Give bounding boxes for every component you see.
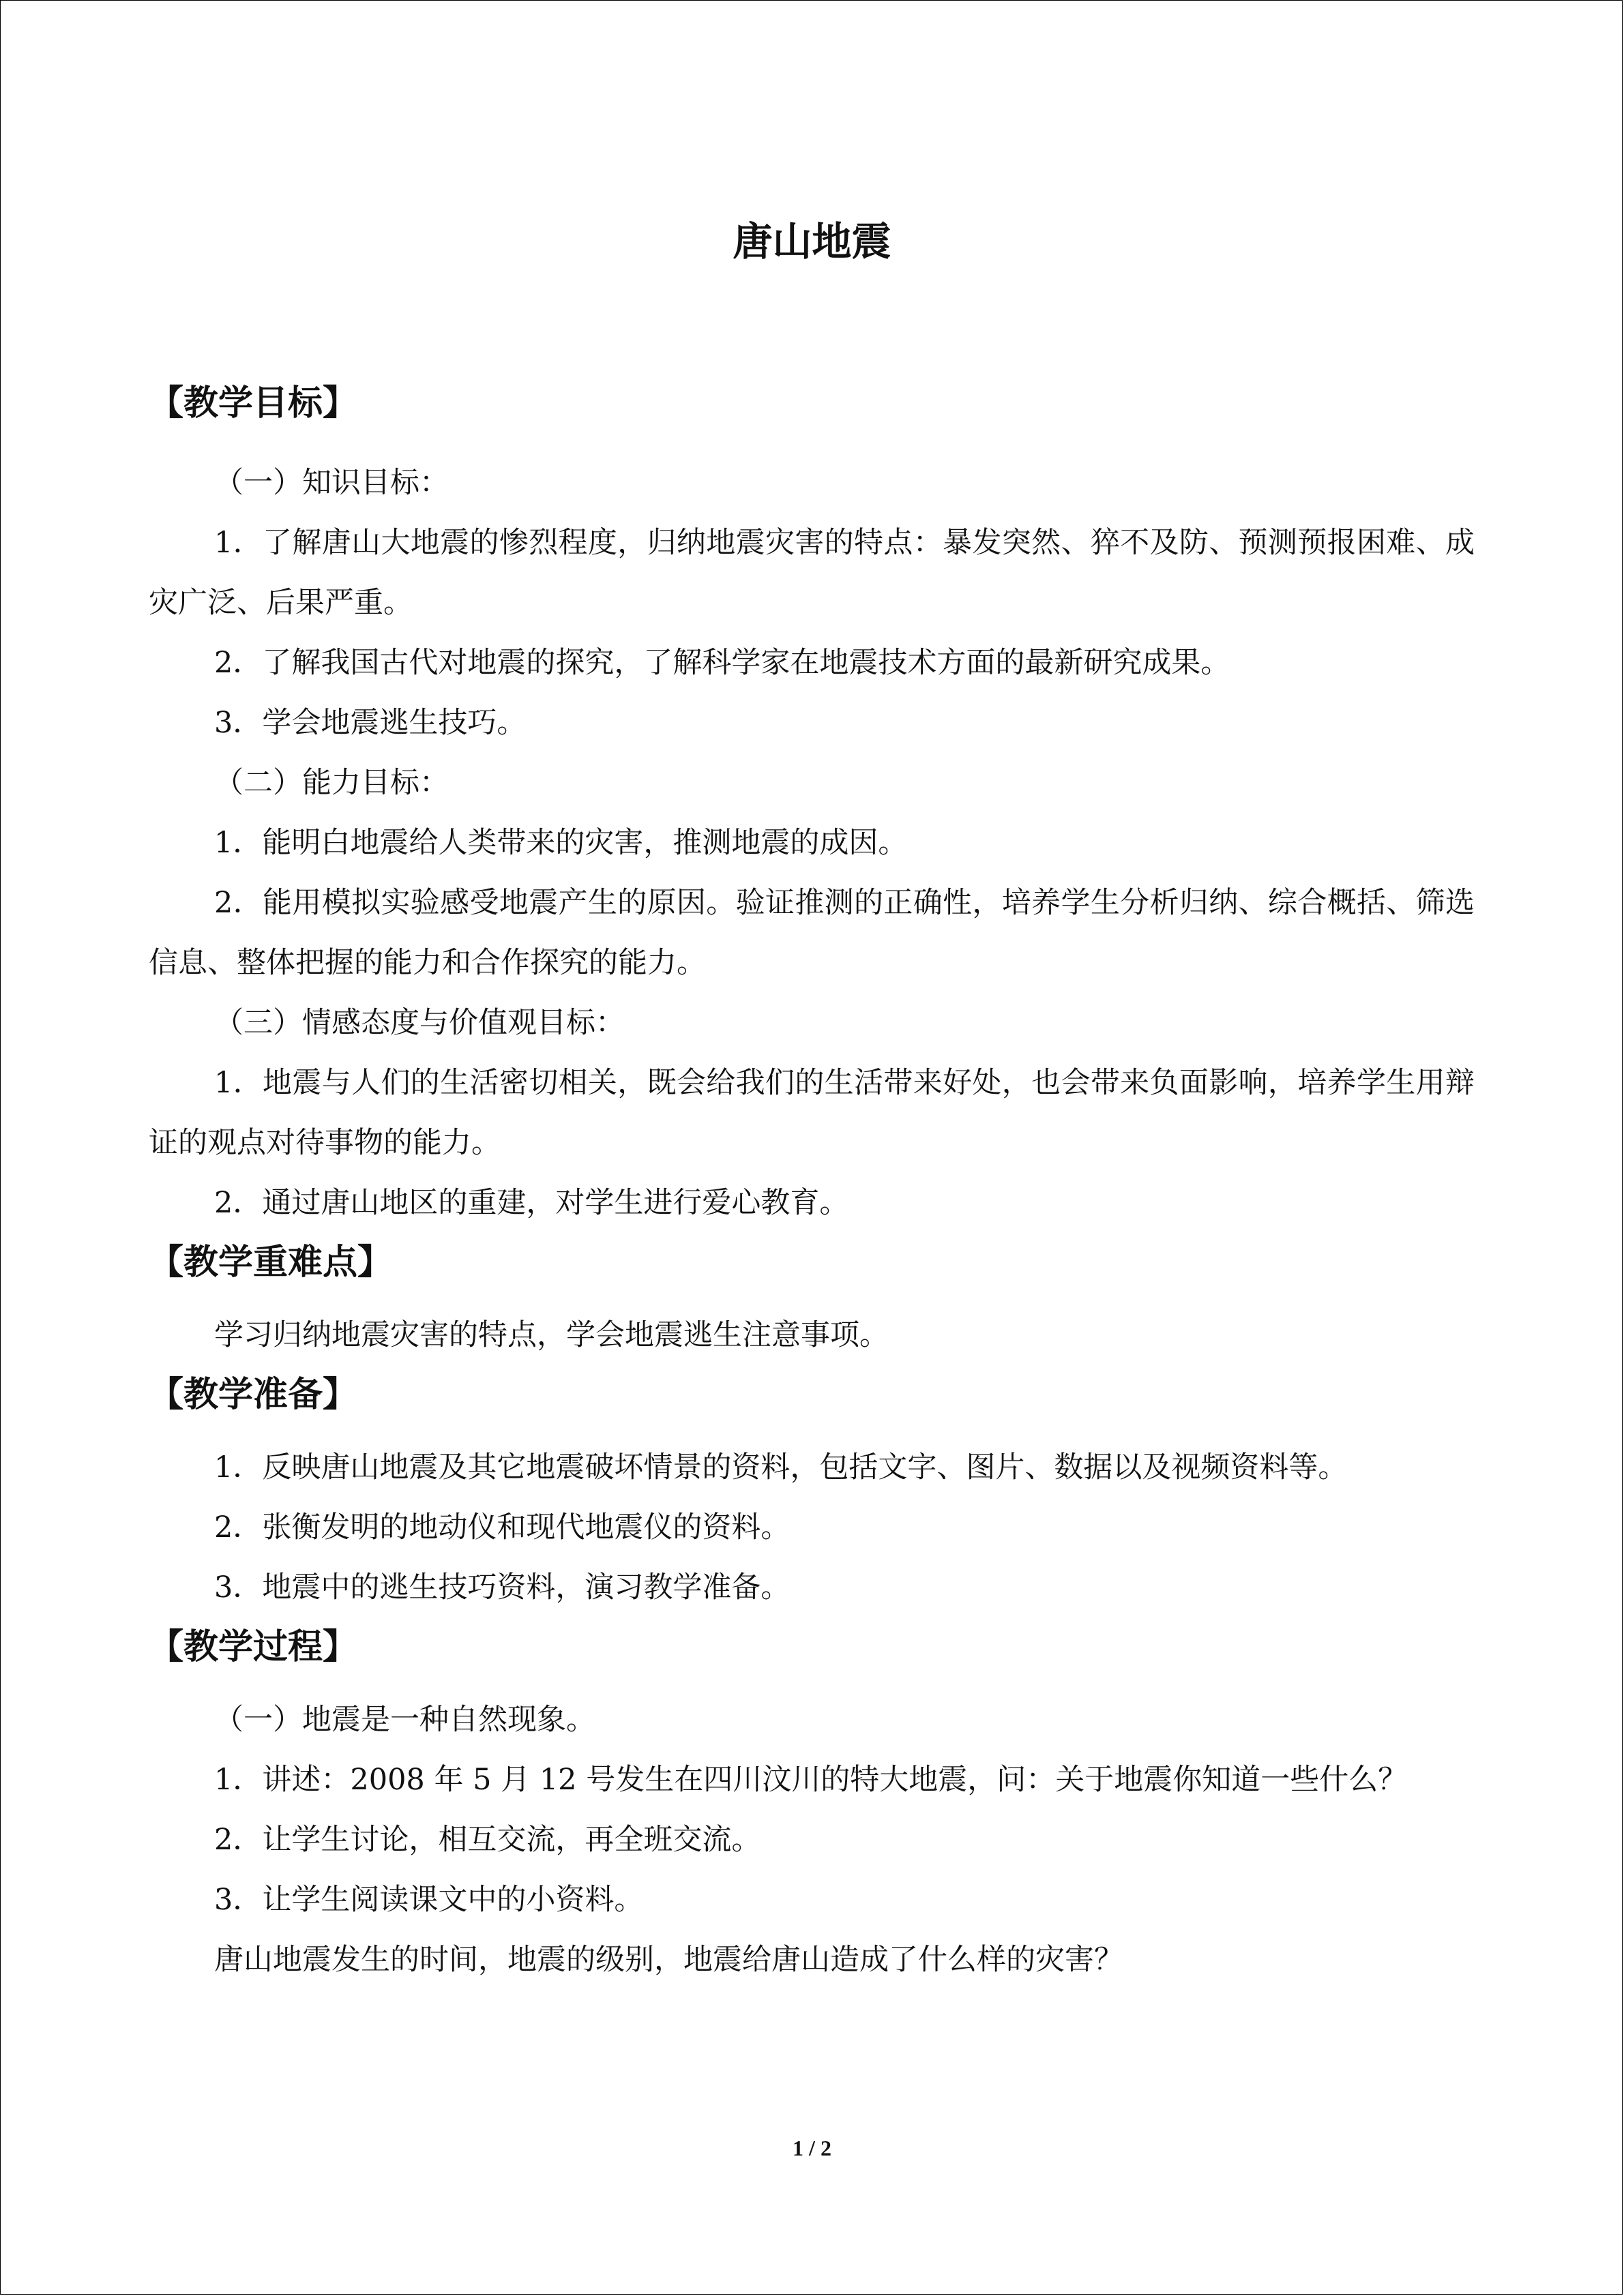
preparation-body — [149, 1437, 1475, 1617]
paragraph: 2．让学生讨论，相互交流，再全班交流。 — [214, 1823, 761, 1857]
paragraph: 2．通过唐山地区的重建，对学生进行爱心教育。 — [214, 1186, 849, 1220]
paragraph: 3．地震中的逃生技巧资料，演习教学准备。 — [214, 1570, 791, 1605]
document-title: 唐山地震 — [733, 218, 891, 265]
paragraph: （一）知识目标： — [214, 466, 449, 500]
paragraph: 1．地震与人们的生活密切相关，既会给我们的生活带来好处，也会带来负面影响，培养学生用辩证的观点对待事物的能力。 — [149, 1066, 1475, 1160]
process-body — [149, 1690, 1475, 1990]
paragraph: 唐山地震发生的时间，地震的级别，地震给唐山造成了什么样的灾害？ — [214, 1943, 1123, 1977]
paragraph: 1．讲述：2008 年 5 月 12 号发生在四川汶川的特大地震，问：关于地震你知道一些什么？ — [214, 1763, 1408, 1797]
paragraph: 1．反映唐山地震及其它地震破坏情景的资料，包括文字、图片、数据以及视频资料等。 — [214, 1450, 1348, 1485]
section-heading-key-points: 【教学重难点】 — [149, 1242, 393, 1283]
paragraph: 1．了解唐山大地震的惨烈程度，归纳地震灾害的特点：暴发突然、猝不及防、预测预报困难、成灾广泛、后果严重。 — [149, 526, 1475, 620]
document-body — [149, 382, 1475, 1990]
paragraph: （一）地震是一种自然现象。 — [214, 1703, 595, 1737]
paragraph: 2．张衡发明的地动仪和现代地震仪的资料。 — [214, 1510, 791, 1545]
paragraph: 1．能明白地震给人类带来的灾害，推测地震的成因。 — [214, 826, 908, 860]
paragraph: 2．能用模拟实验感受地震产生的原因。验证推测的正确性，培养学生分析归纳、综合概括、筛选信息、整体把握的能力和合作探究的能力。 — [149, 886, 1475, 980]
paragraph: 3．让学生阅读课文中的小资料。 — [214, 1883, 644, 1917]
paragraph: 2．了解我国古代对地震的探究，了解科学家在地震技术方面的最新研究成果。 — [214, 646, 1230, 680]
page-number: 1 / 2 — [793, 2136, 831, 2160]
paragraph: 3．学会地震逃生技巧。 — [214, 706, 527, 740]
section-heading-process: 【教学过程】 — [149, 1627, 358, 1667]
section-heading-objectives: 【教学目标】 — [149, 383, 358, 423]
paragraph: 学习归纳地震灾害的特点，学会地震逃生注意事项。 — [214, 1318, 889, 1352]
objectives-body — [149, 453, 1475, 1233]
paragraph: （二）能力目标： — [214, 766, 449, 800]
section-heading-preparation: 【教学准备】 — [149, 1375, 358, 1415]
paragraph: （三）情感态度与价值观目标： — [214, 1006, 625, 1040]
key-points-body — [149, 1305, 1475, 1365]
